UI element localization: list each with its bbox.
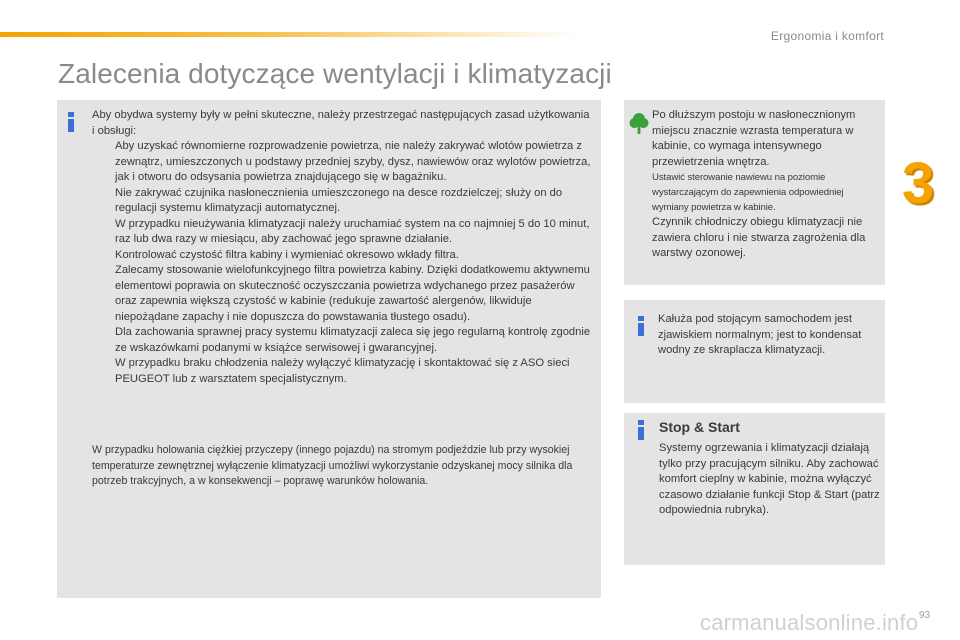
guidelines-list	[92, 139, 592, 387]
towing-note: W przypadku holowania ciężkiej przyczepy (innego pojazdu) na stromym podjeździe lub przy wysokiej temperaturze zewnętrznej wyłączenie klimatyzacji umożliwi wykorzystanie odzyskanej mocy silnika dla potrzeb trakcyjnych, a w konsekwencji – poprawę warunków holowania.	[92, 444, 573, 487]
stop-start-text: Systemy ogrzewania i klimatyzacji działają tylko przy pracującym silniku. Aby zachować komfort cieplny w kabinie, można wyłączyć czasowo działanie funkcji Stop & Start (patrz odpowiednia rubryka).	[659, 442, 880, 516]
chapter-number: 3	[902, 151, 935, 216]
stop-start-title: Stop & Start	[659, 419, 740, 435]
page-title: Zalecenia dotyczące wentylacji i klimatyzacji	[58, 58, 612, 89]
filter-note: Zalecamy stosowanie wielofunkcyjnego filtra powietrza kabiny. Dzięki dodatkowemu aktywnemu elementowi poprawia on skuteczność oczyszczania powietrza wdychanego przez pasażerów oraz zapewnia większą czystość w kabinie (redukuje zawartość alergenów, likwiduje niepożądane zapachy i nie dopuszcza do powstawania tłustego osadu).	[115, 264, 590, 323]
list-item: W przypadku nieużywania klimatyzacji należy uruchamiać system na co najmniej 5 do 10 minut, raz lub dwa razy w miesiącu, aby zachować jego sprawne działanie.	[115, 217, 590, 245]
info-icon	[68, 112, 74, 132]
eco-tip-p2: Ustawić sterowanie nawiewu na poziomie wystarczającym do zapewnienia odpowiedniej wymiany powietrza w kabinie.	[652, 172, 844, 213]
condensation-text: Kałuża pod stojącym samochodem jest zjawiskiem normalnym; jest to kondensat wodny ze skraplacza klimatyzacji.	[658, 313, 862, 356]
guidelines-intro: Aby obydwa systemy były w pełni skuteczne, należy przestrzegać następujących zasad użytkowania i obsługi:	[92, 109, 590, 137]
list-item: Nie zakrywać czujnika nasłonecznienia umieszczonego na desce rozdzielczej; służy on do regulacji systemu klimatyzacji automatycznej.	[115, 186, 563, 214]
info-icon	[638, 420, 644, 440]
eco-tip-p3: Czynnik chłodniczy obiegu klimatyzacji nie zawiera chloru i nie stwarza zagrożenia dla warstwy ozonowej.	[652, 216, 866, 259]
eco-tip-p1: Po dłuższym postoju w nasłonecznionym miejscu znacznie wzrasta temperatura w kabinie, co wymaga intensywnego przewietrzenia wnętrza.	[652, 109, 856, 168]
list-item: Kontrolować czystość filtra kabiny i wymieniać okresowo wkłady filtra. Zalecamy stosowanie wielofunkcyjnego filtra powietrza kabiny. Dzięki dodatkowemu aktywnemu elementowi poprawia on skuteczność oczyszczania powietrza wdychanego przez pasażerów oraz zapewnia większą czystość w kabinie (redukuje zawartość alergenów, likwiduje niepożądane zapachy i nie dopuszcza do powstawania tłustego osadu).	[115, 248, 590, 323]
tree-eco-icon	[629, 112, 649, 134]
info-icon	[638, 316, 644, 336]
page-number: 93	[919, 610, 931, 621]
list-item: W przypadku braku chłodzenia należy wyłączyć klimatyzację i skontaktować się z ASO sieci PEUGEOT lub z warsztatem specjalistycznym.	[115, 357, 570, 385]
watermark: carmanualsonline.info	[700, 610, 919, 635]
eco-tip-text	[652, 108, 880, 262]
list-item: Dla zachowania sprawnej pracy systemu klimatyzacji zaleca się jego regularną kontrolę zgodnie ze wskazówkami podanymi w książce serwisowej i gwarancyjnej.	[115, 326, 591, 354]
guidelines-text	[92, 108, 592, 387]
top-accent-bar	[0, 32, 580, 37]
list-item: Aby uzyskać równomierne rozprowadzenie powietrza, nie należy zakrywać wlotów powietrza z zewnątrz, umieszczonych u podstawy przedniej szyby, dysz, nawiewów oraz wylotów powietrza, jak i otworu do odsysania powietrza znajdującego się w bagażniku.	[115, 140, 591, 183]
section-header: Ergonomia i komfort	[770, 29, 884, 43]
